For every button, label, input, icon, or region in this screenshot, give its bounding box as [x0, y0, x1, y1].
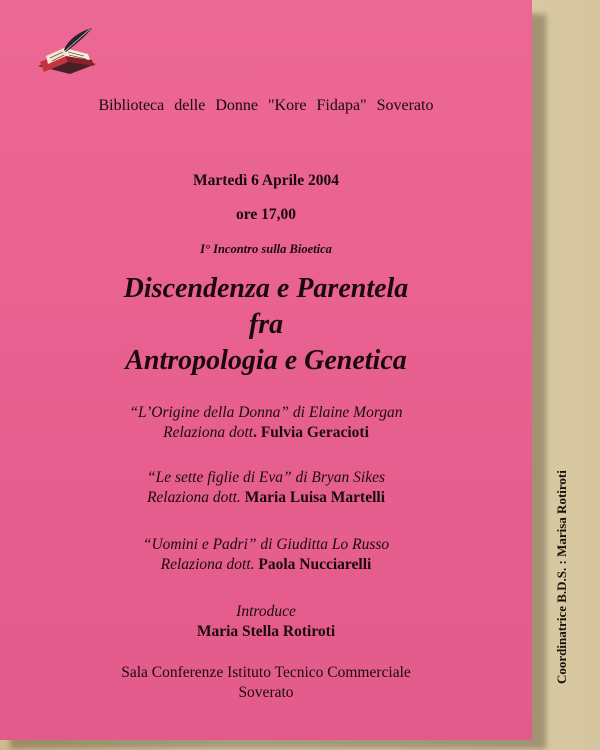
talk-book: “Uomini e Padri” di Giuditta Lo Russo [142, 536, 390, 553]
speaker-prefix: Relaziona dott [163, 424, 254, 441]
open-book-with-quill-icon [34, 26, 100, 76]
event-date: Martedì 6 Aprile 2004 [193, 172, 339, 189]
speaker-name: . Fulvia Geracioti [253, 424, 369, 441]
side-strip [542, 400, 592, 690]
event-time: ore 17,00 [236, 206, 296, 223]
speaker-prefix: Relaziona dott. [146, 489, 245, 506]
title-line-2: fra [248, 309, 284, 340]
intro-label: Introduce [236, 603, 296, 620]
meeting-label: I° Incontro sulla Bioetica [200, 242, 332, 256]
venue-line-1: Sala Conferenze Istituto Tecnico Commerciale [121, 664, 411, 681]
talk-book: “L’Origine della Donna” di Elaine Morgan [129, 404, 403, 421]
venue [0, 663, 532, 703]
introduction [0, 602, 532, 642]
title-line-1: Discendenza e Parentela [123, 273, 409, 304]
talk-3 [0, 535, 532, 575]
speaker-name: Paola Nucciarelli [258, 556, 372, 573]
speaker-name: Maria Luisa Martelli [244, 489, 386, 506]
talk-2 [0, 468, 532, 508]
speaker-prefix: Relaziona dott. [160, 556, 259, 573]
talk-1 [0, 403, 532, 443]
talk-book: “Le sette figlie di Eva” di Bryan Sikes [146, 469, 386, 486]
intro-name: Maria Stella Rotiroti [196, 623, 336, 640]
library-name: Biblioteca delle Donne "Kore Fidapa" Soverato [98, 97, 434, 114]
venue-line-2: Soverato [238, 684, 294, 701]
title-line-3: Antropologia e Genetica [125, 345, 407, 376]
coordinator-note: Coordinatrice B.D.S. : Marisa Rotiroti [554, 470, 569, 684]
